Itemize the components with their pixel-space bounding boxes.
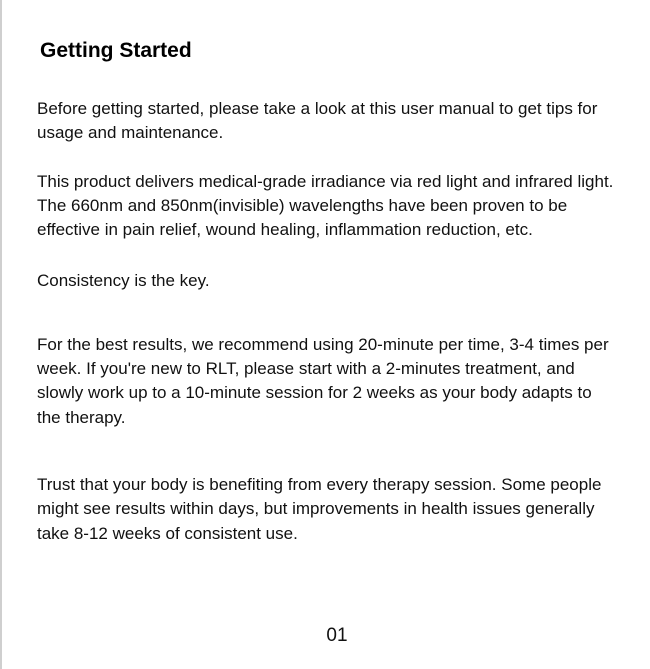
- paragraph-product-description: This product delivers medical-grade irradiance via red light and infrared light. The 660nm and 850nm(invisible) wavelengths have been proven to be effective in pain relief, wound healing, inflammation reduction, etc.: [37, 171, 614, 240]
- page-left-border: [0, 0, 2, 669]
- manual-page: [37, 38, 617, 546]
- page-number: 01: [326, 625, 348, 646]
- paragraph-recommendation: For the best results, we recommend using 20-minute per time, 3-4 times per week. If you're new to RLT, please start with a 2-minutes treatment, and slowly work up to a 10-minute session for 2 weeks as your body adapts to the therapy.: [37, 334, 609, 427]
- paragraph-results: Trust that your body is benefiting from every therapy session. Some people might see results within days, but improvements in health issues generally take 8-12 weeks of consistent use.: [37, 474, 602, 543]
- page-title: Getting Started: [40, 39, 192, 62]
- paragraph-intro: Before getting started, please take a look at this user manual to get tips for usage and maintenance.: [37, 99, 598, 143]
- paragraph-consistency: Consistency is the key.: [37, 271, 210, 291]
